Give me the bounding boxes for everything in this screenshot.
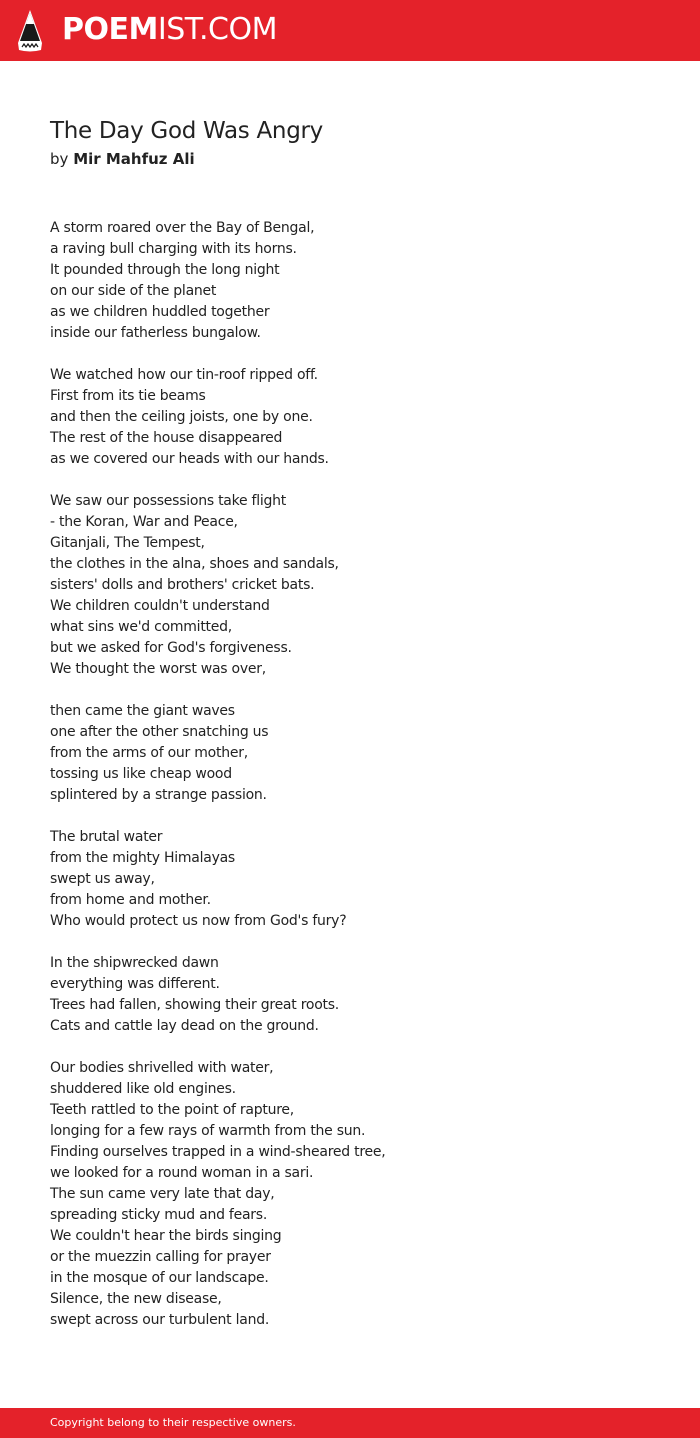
poem-body (50, 218, 650, 1352)
poem-line: Who would protect us now from God's fury? (50, 913, 347, 929)
poem-line: inside our fatherless bungalow. (50, 325, 261, 341)
poem-line: A storm roared over the Bay of Bengal, (50, 220, 315, 236)
pencil-tip-icon[interactable] (17, 9, 43, 52)
poem-line: as we children huddled together (50, 304, 270, 320)
poem-line: It pounded through the long night (50, 262, 280, 278)
poem-line: from the arms of our mother, (50, 745, 248, 761)
copyright-text: Copyright belong to their respective owners. (50, 1416, 296, 1429)
poem-line: what sins we'd committed, (50, 619, 232, 635)
site-logo[interactable] (62, 12, 277, 48)
logo-light-text: IST.COM (157, 12, 277, 47)
poem-line: the clothes in the alna, shoes and sandals, (50, 556, 339, 572)
poem-title: The Day God Was Angry (50, 118, 323, 144)
poem-line: First from its tie beams (50, 388, 206, 404)
poem-line: We watched how our tin-roof ripped off. (50, 367, 318, 383)
author-name: Mir Mahfuz Ali (73, 150, 195, 168)
poem-line: spreading sticky mud and fears. (50, 1207, 268, 1223)
poem-line: Trees had fallen, showing their great roots. (50, 997, 340, 1013)
site-header (0, 0, 700, 61)
stanza (50, 953, 650, 1037)
poem-line: from home and mother. (50, 892, 211, 908)
poem-line: The rest of the house disappeared (50, 430, 283, 446)
poem-line: tossing us like cheap wood (50, 766, 232, 782)
poem-line: In the shipwrecked dawn (50, 955, 219, 971)
poem-line: Our bodies shrivelled with water, (50, 1060, 274, 1076)
poem-line: we looked for a round woman in a sari. (50, 1165, 314, 1181)
poem-line: everything was different. (50, 976, 220, 992)
byline (50, 148, 195, 170)
stanza (50, 491, 650, 680)
poem-line: Finding ourselves trapped in a wind-sheared tree, (50, 1144, 386, 1160)
stanza (50, 827, 650, 932)
poem-line: Silence, the new disease, (50, 1291, 222, 1307)
poem-line: We thought the worst was over, (50, 661, 266, 677)
poem-line: We children couldn't understand (50, 598, 270, 614)
poem-line: from the mighty Himalayas (50, 850, 235, 866)
poem-line: Gitanjali, The Tempest, (50, 535, 205, 551)
poem-line: or the muezzin calling for prayer (50, 1249, 271, 1265)
stanza (50, 701, 650, 806)
stanza (50, 365, 650, 470)
poem-line: shuddered like old engines. (50, 1081, 236, 1097)
poem-line: then came the giant waves (50, 703, 235, 719)
stanza (50, 1058, 650, 1331)
poem-line: as we covered our heads with our hands. (50, 451, 329, 467)
poem-line: longing for a few rays of warmth from the sun. (50, 1123, 366, 1139)
poem-line: a raving bull charging with its horns. (50, 241, 297, 257)
poem-line: swept us away, (50, 871, 155, 887)
poem-line: We couldn't hear the birds singing (50, 1228, 282, 1244)
site-footer (0, 1408, 700, 1438)
by-label: by (50, 150, 69, 168)
poem-line: The brutal water (50, 829, 163, 845)
poem-line: sisters' dolls and brothers' cricket bats. (50, 577, 315, 593)
poem-line: The sun came very late that day, (50, 1186, 275, 1202)
poem-line: but we asked for God's forgiveness. (50, 640, 292, 656)
poem-line: and then the ceiling joists, one by one. (50, 409, 313, 425)
stanza (50, 218, 650, 344)
poem-line: Teeth rattled to the point of rapture, (50, 1102, 294, 1118)
poem-line: swept across our turbulent land. (50, 1312, 270, 1328)
poem-line: on our side of the planet (50, 283, 217, 299)
logo-bold-text: POEM (62, 12, 158, 47)
poem-line: We saw our possessions take flight (50, 493, 287, 509)
poem-line: splintered by a strange passion. (50, 787, 267, 803)
poem-line: - the Koran, War and Peace, (50, 514, 238, 530)
poem-line: one after the other snatching us (50, 724, 269, 740)
poem-line: in the mosque of our landscape. (50, 1270, 269, 1286)
poem-line: Cats and cattle lay dead on the ground. (50, 1018, 319, 1034)
